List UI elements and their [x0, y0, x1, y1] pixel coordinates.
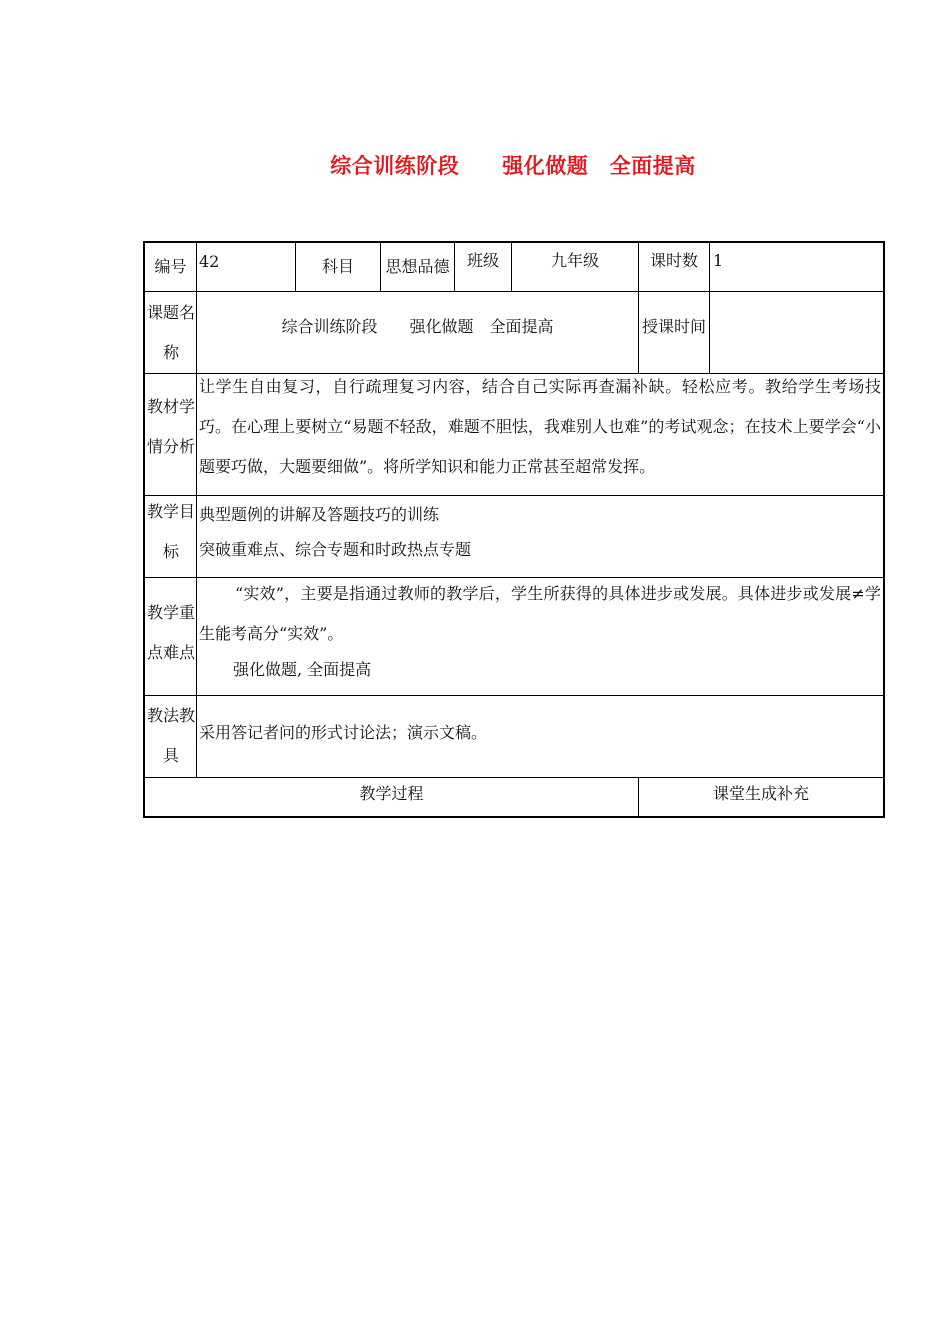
method-label: 教法教具: [147, 706, 196, 765]
hours-value: 1: [713, 251, 724, 270]
topic-value: 综合训练阶段 强化做题 全面提高: [281, 317, 554, 336]
keypoint-line-2: 强化做题, 全面提高: [233, 660, 372, 679]
goal-label: 教学目标: [147, 502, 196, 561]
class-value: 九年级: [550, 251, 599, 270]
goal-line-2: 突破重难点、综合专题和时政热点专题: [199, 540, 472, 559]
analysis-text: 让学生自由复习，自行疏理复习内容，结合自己实际再查漏补缺。轻松应考。教给学生考场技巧。在心理上要树立“易题不轻敌，难题不胆怯，我难别人也难”的考试观念；在技术上要学会“小题要巧做，大题要细做”。将所学知识和能力正常甚至超常发挥。: [199, 377, 881, 476]
keypoint-text: “实效”，主要是指通过教师的教学后，学生所获得的具体进步或发展。具体进步或发展≠学生能考高分“实效”。: [199, 584, 881, 643]
topic-label: 课题名称: [147, 303, 196, 362]
process-heading: 教学过程: [359, 784, 424, 803]
row-divider: [145, 695, 883, 696]
col-divider: [709, 243, 710, 373]
number-value: 42: [199, 252, 220, 271]
supplement-heading: 课堂生成补充: [712, 784, 809, 803]
time-label: 授课时间: [641, 317, 706, 336]
page-title: 综合训练阶段 强化做题 全面提高: [330, 154, 696, 178]
row-divider: [145, 495, 883, 496]
row-divider: [145, 777, 883, 778]
hours-label: 课时数: [649, 251, 698, 270]
subject-value: 思想品德: [385, 257, 450, 276]
goal-line-1: 典型题例的讲解及答题技巧的训练: [199, 505, 440, 524]
row-divider: [145, 291, 883, 292]
method-text: 采用答记者问的形式讨论法；演示文稿。: [199, 723, 488, 742]
analysis-label: 教材学情分析: [147, 397, 196, 456]
number-label: 编号: [154, 257, 187, 276]
subject-label: 科目: [321, 257, 354, 276]
keypoint-label: 教学重点难点: [147, 603, 196, 662]
class-label: 班级: [466, 251, 499, 270]
lesson-plan-table: [143, 241, 885, 818]
